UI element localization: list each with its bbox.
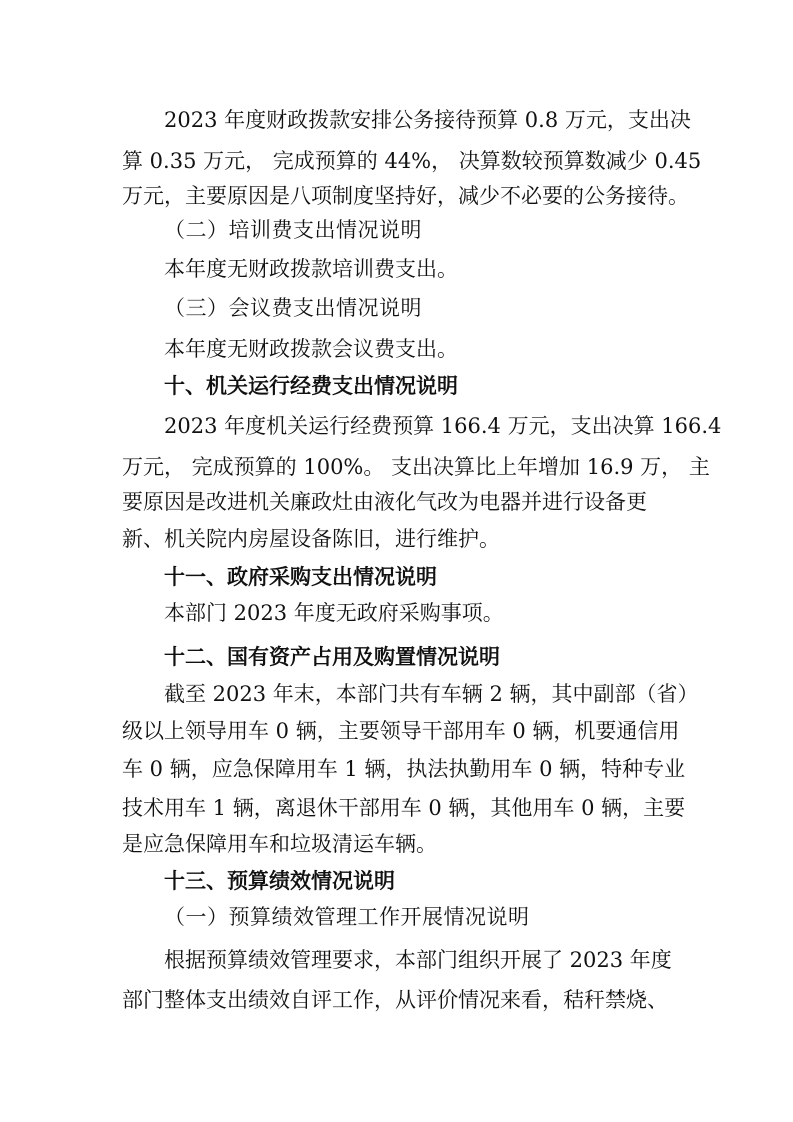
section-heading: 十二、国有资产占用及购置情况说明 bbox=[164, 645, 500, 669]
paragraph-line: 本年度无财政拨款培训费支出。 bbox=[164, 257, 458, 281]
paragraph-line: 新、机关院内房屋设备陈旧，进行维护。 bbox=[122, 527, 500, 551]
subsection-heading: （二）培训费支出情况说明 bbox=[164, 218, 422, 242]
paragraph-line: 部门整体支出绩效自评工作，从评价情况来看，秸秆禁烧、 bbox=[122, 988, 668, 1012]
section-heading: 十三、预算绩效情况说明 bbox=[164, 869, 395, 893]
paragraph-line: 要原因是改进机关廉政灶由液化气改为电器并进行设备更 bbox=[122, 490, 647, 514]
paragraph-line: 本年度无财政拨款会议费支出。 bbox=[164, 337, 458, 361]
paragraph-line: 2023 年度机关运行经费预算 166.4 万元，支出决算 166.4 bbox=[164, 414, 722, 438]
section-heading: 十一、政府采购支出情况说明 bbox=[164, 565, 437, 589]
subsection-heading: （一）预算绩效管理工作开展情况说明 bbox=[164, 905, 530, 929]
subsection-heading: （三）会议费支出情况说明 bbox=[164, 296, 422, 320]
paragraph-line: 截至 2023 年末，本部门共有车辆 2 辆，其中副部（省） bbox=[164, 682, 699, 706]
paragraph-line: 是应急保障用车和垃圾清运车辆。 bbox=[122, 832, 437, 856]
paragraph-line: 本部门 2023 年度无政府采购事项。 bbox=[164, 601, 504, 625]
paragraph-line: 万元，主要原因是八项制度坚持好，减少不必要的公务接待。 bbox=[122, 184, 689, 208]
paragraph-line: 算 0.35 万元， 完成预算的 44%， 决算数较预算数减少 0.45 bbox=[122, 149, 702, 173]
paragraph-line: 级以上领导用车 0 辆，主要领导干部用车 0 辆，机要通信用 bbox=[122, 719, 680, 743]
paragraph-line: 车 0 辆，应急保障用车 1 辆，执法执勤用车 0 辆，特种专业 bbox=[122, 757, 686, 781]
paragraph-line: 2023 年度财政拨款安排公务接待预算 0.8 万元，支出决 bbox=[164, 108, 691, 132]
paragraph-line: 技术用车 1 辆，离退休干部用车 0 辆，其他用车 0 辆，主要 bbox=[122, 796, 686, 820]
paragraph-line: 万元， 完成预算的 100%。 支出决算比上年增加 16.9 万， 主 bbox=[122, 455, 710, 479]
section-heading: 十、机关运行经费支出情况说明 bbox=[164, 374, 458, 398]
paragraph-line: 根据预算绩效管理要求，本部门组织开展了 2023 年度 bbox=[164, 948, 672, 972]
